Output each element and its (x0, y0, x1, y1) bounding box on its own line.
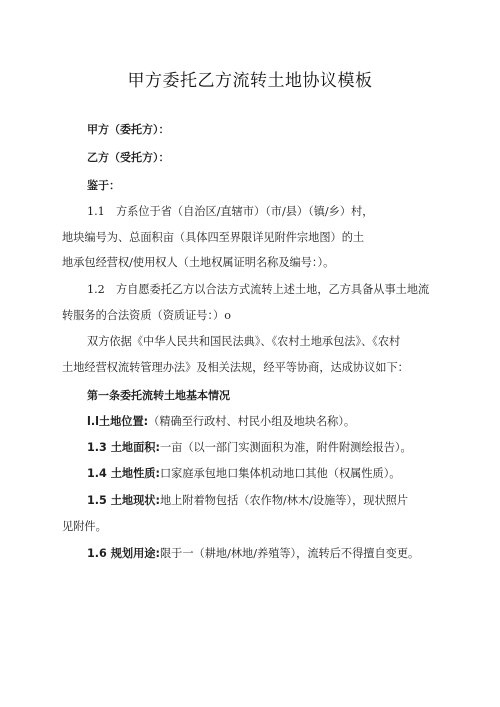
article-1-title: 第一条委托流转土地基本情况 (87, 389, 230, 402)
section-1-1-text: （精确至行政村、村民小组及地块名称）。 (148, 415, 356, 428)
section-1-1-label: l.l土地位置: (87, 415, 149, 428)
section-1-5-label: 1.5 土地现状: (87, 494, 160, 507)
section-1-5 (87, 494, 408, 508)
section-1-6 (87, 547, 419, 561)
section-1-1 (87, 415, 355, 429)
section-1-4 (87, 467, 400, 481)
section-1-6-label: 1.6 规划用途: (87, 547, 160, 560)
party-a-line: 甲方（委托方）： (87, 123, 170, 136)
section-1-5-text: 地上附着物包括（农作物/林木/设施等），现状照片 (159, 494, 409, 507)
clause-1-1-line-3: 地承包经营权/使用权人（土地权属证明名称及编号：）。 (62, 256, 335, 269)
section-1-4-label: 1.4 土地性质: (87, 467, 160, 480)
whereas-heading: 鉴于： (87, 179, 120, 192)
section-1-3-text: 一亩（以一部门实测面积为准，附件附测绘报告）。 (159, 441, 412, 454)
basis-line-2: 土地经营权流转管理办法》及相关法规，经平等协商，达成协议如下： (62, 361, 409, 374)
section-1-3 (87, 441, 412, 455)
clause-1-2-line-2: 转服务的合法资质（资质证号：）o (62, 309, 231, 322)
clause-1-1-line-2: 地块编号为、总面积亩（具体四至界限详见附件宗地图）的土 (62, 231, 365, 244)
clause-1-2-line-1: 1.2 方自愿委托乙方以合法方式流转上述土地，乙方具备从事土地流 (87, 283, 430, 296)
party-b-line: 乙方（受托方）： (87, 151, 170, 164)
document-title: 甲方委托乙方流转土地协议模板 (127, 71, 373, 91)
section-1-5-continuation: 见附件。 (62, 520, 107, 533)
section-1-3-label: 1.3 土地面积: (87, 441, 160, 454)
basis-line-1: 双方依据《中华人民共和国民法典》、《农村土地承包法》、《农村 (87, 335, 401, 348)
section-1-6-text: 限于一（耕地/林地/养殖等），流转后不得擅自变更。 (159, 547, 420, 560)
clause-1-1-line-1: 1.1 方系位于省（自治区/直辖市）（市/县）（镇/乡）村， (87, 205, 374, 218)
section-1-4-text: 口家庭承包地口集体机动地口其他（权属性质）。 (159, 467, 401, 480)
